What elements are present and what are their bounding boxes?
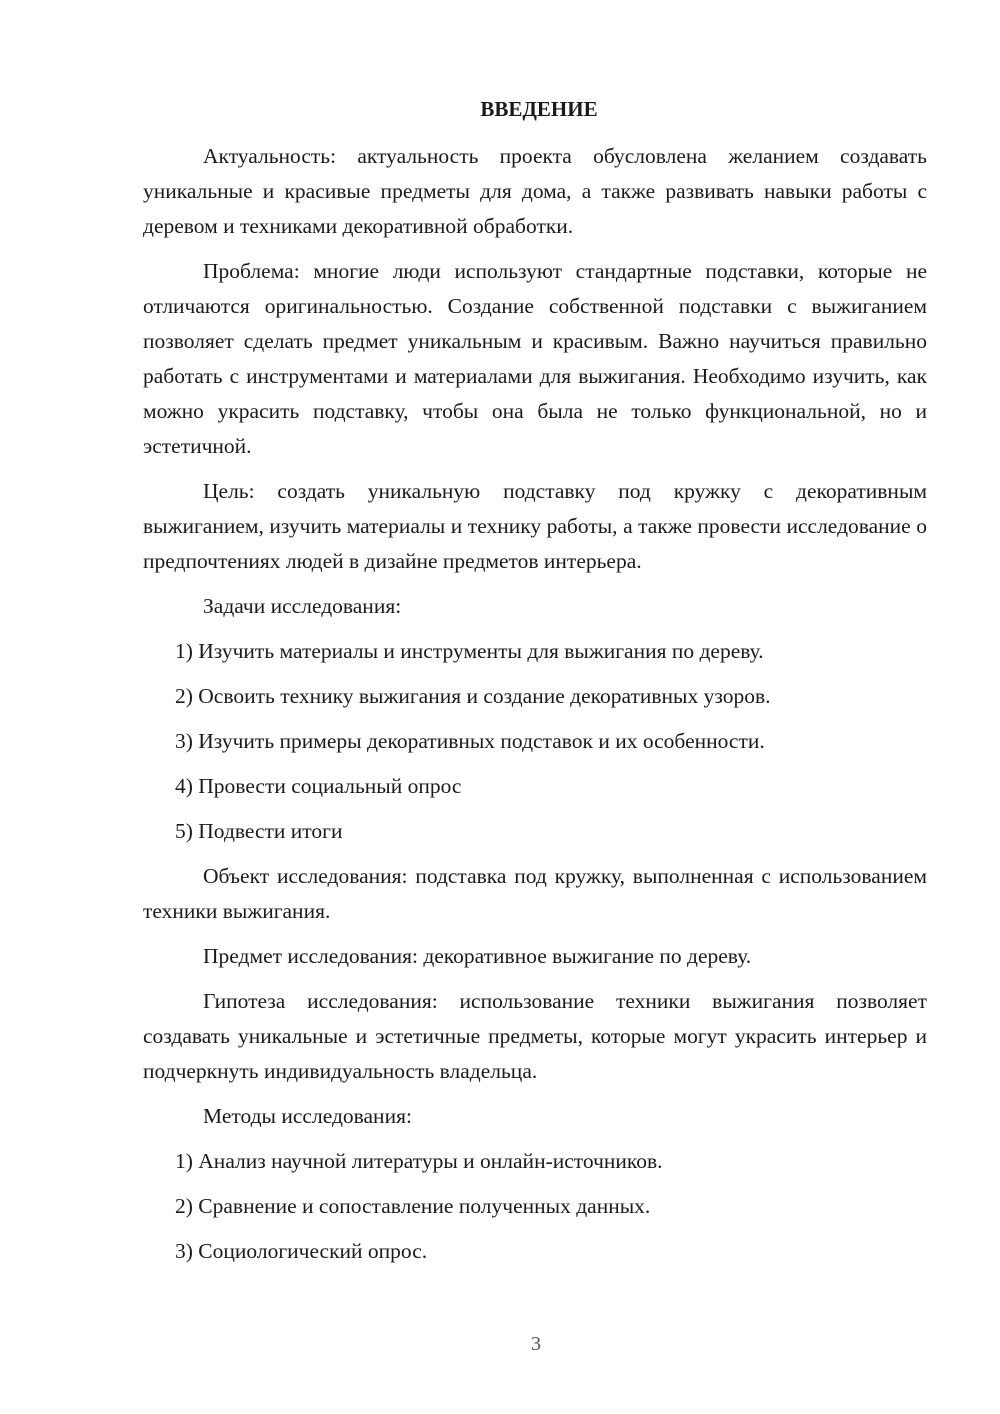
list-item: 1) Изучить материалы и инструменты для выжигания по дереву. — [175, 639, 764, 663]
relevance-paragraph: Актуальность: актуальность проекта обусловлена желанием создавать уникальные и красивые предметы для дома, а также развивать навыки работы с деревом и техниками декоративной обработки. — [143, 144, 927, 238]
list-item: 3) Социологический опрос. — [175, 1239, 428, 1263]
list-item: 5) Подвести итоги — [175, 819, 343, 843]
list-item: 1) Анализ научной литературы и онлайн-источников. — [175, 1149, 663, 1173]
list-item: 3) Изучить примеры декоративных подставок и их особенности. — [175, 729, 765, 753]
object-paragraph: Объект исследования: подставка под кружку, выполненная с использованием техники выжигания. — [143, 864, 927, 923]
tasks-heading: Задачи исследования: — [203, 594, 402, 618]
page-number: 3 — [531, 1333, 541, 1355]
page-title: ВВЕДЕНИЕ — [480, 97, 598, 121]
document-page — [143, 92, 927, 1279]
tasks-list — [143, 634, 927, 849]
list-item: 2) Освоить технику выжигания и создание декоративных узоров. — [175, 684, 771, 708]
methods-list — [143, 1144, 927, 1269]
subject-paragraph: Предмет исследования: декоративное выжигание по дереву. — [203, 944, 752, 968]
list-item: 2) Сравнение и сопоставление полученных данных. — [175, 1194, 651, 1218]
list-item: 4) Провести социальный опрос — [175, 774, 462, 798]
hypothesis-paragraph: Гипотеза исследования: использование техники выжигания позволяет создавать уникальные и эстетичные предметы, которые могут украсить интерьер и подчеркнуть индивидуальность владельца. — [143, 989, 927, 1083]
goal-paragraph: Цель: создать уникальную подставку под кружку с декоративным выжиганием, изучить материалы и технику работы, а также провести исследование о предпочтениях людей в дизайне предметов интерьера. — [143, 479, 927, 573]
problem-paragraph: Проблема: многие люди используют стандартные подставки, которые не отличаются оригинальностью. Создание собственной подставки с выжиганием позволяет сделать предмет уникальным и красивым. Важно научиться правильно работать с инструментами и материалами для выжигания. Необходимо изучить, как можно украсить подставку, чтобы она была не только функциональной, но и эстетичной. — [143, 259, 927, 458]
methods-heading: Методы исследования: — [203, 1104, 412, 1128]
